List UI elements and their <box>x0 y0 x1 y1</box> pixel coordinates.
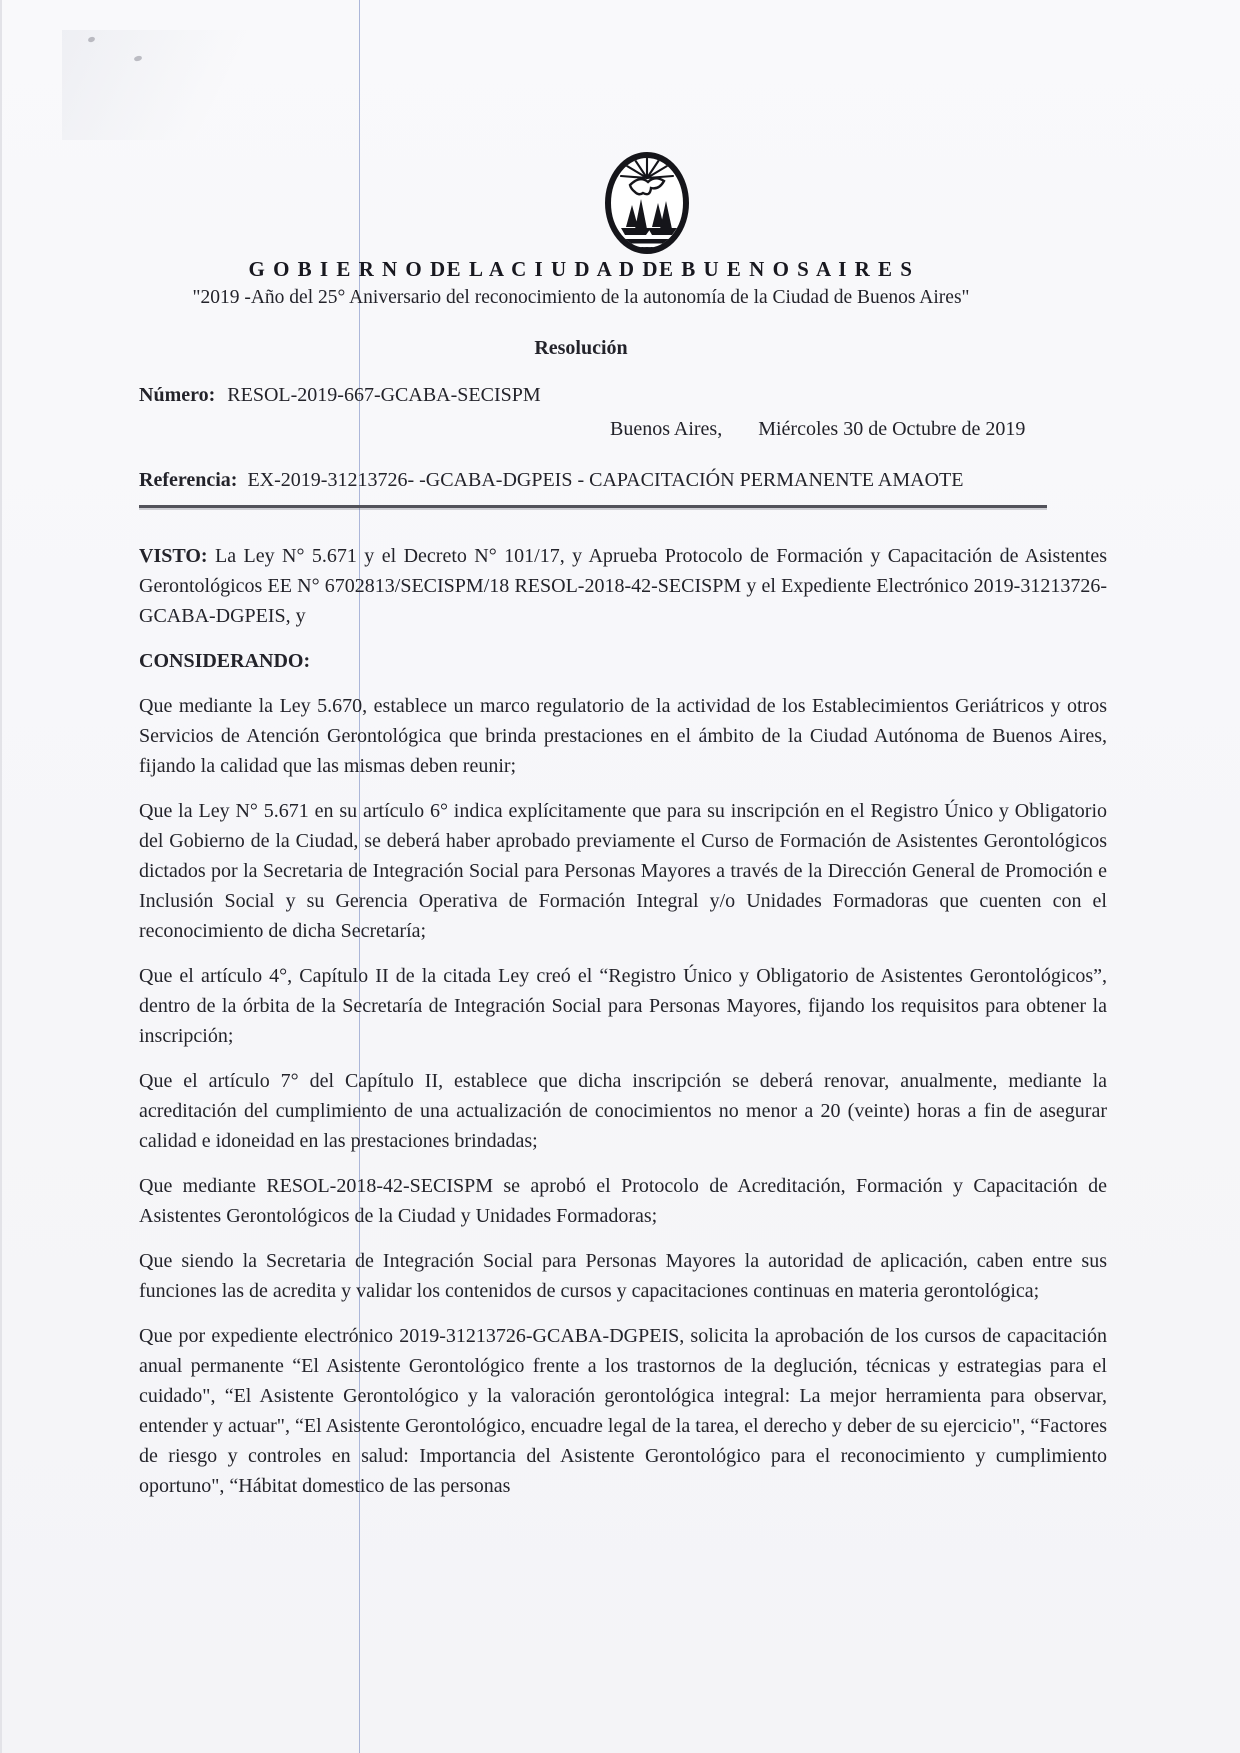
considerando-paragraphs <box>139 691 1107 1501</box>
resolution-body <box>139 541 1107 1516</box>
pencil-mark <box>87 36 95 43</box>
body-paragraph: Que mediante la Ley 5.670, establece un marco regulatorio de la actividad de los Establecimientos Geriátricos y otros Servicios de Atención Gerontológica que brinda prestaciones en el ámbito de la Ciudad Autónoma de Buenos Aires, fijando la calidad que las mismas deben reunir; <box>139 695 1107 777</box>
body-paragraph: Que la Ley N° 5.671 en su artículo 6° indica explícitamente que para su inscripción en el Registro Único y Obligatorio del Gobierno de la Ciudad, se deberá haber aprobado previamente el Curso de Formación de Asistentes Gerontológicos dictados por la Secretaria de Integración Social para Personas Mayores a través de la Dirección General de Promoción e Inclusión Social y su Gerencia Operativa de Formación Integral y/o Unidades Formadoras que cuenten con el reconocimiento de dicha Secretaría; <box>139 800 1107 942</box>
numero-value: RESOL-2019-667-GCABA-SECISPM <box>227 384 541 406</box>
referencia-label: Referencia: <box>139 469 238 491</box>
numero-label: Número: <box>139 384 216 406</box>
visto-text: La Ley N° 5.671 y el Decreto N° 101/17, y Aprueba Protocolo de Formación y Capacitación de Asistentes Gerontológicos EE N° 6702813/SECISPM/18 RESOL-2018-42-SECISPM y el Expediente Electrónico 2019-31213726-GCABA-DGPEIS, y <box>139 545 1107 627</box>
considerando-heading: CONSIDERANDO: <box>139 650 311 672</box>
date-line <box>139 418 1107 441</box>
separator-rule <box>139 505 1047 508</box>
government-title: G O B I E R N O DE L A C I U D A D DE B U E N O S A I R E S <box>248 257 914 281</box>
body-paragraph: Que mediante RESOL-2018-42-SECISPM se aprobó el Protocolo de Acreditación, Formación y Capacitación de Asistentes Gerontológicos de la Ciudad y Unidades Formadoras; <box>139 1175 1107 1227</box>
body-paragraph: Que el artículo 7° del Capítulo II, establece que dicha inscripción se deberá renovar, anualmente, mediante la acreditación del cumplimiento de una actualización de conocimientos no menor a 20 (veinte) horas a fin de asegurar calidad e idoneidad en las prestaciones brindadas; <box>139 1070 1107 1152</box>
referencia-value: EX-2019-31213726- -GCABA-DGPEIS - CAPACITACIÓN PERMANENTE AMAOTE <box>247 469 964 491</box>
resolution-number-line <box>139 384 541 407</box>
year-legend: "2019 -Año del 25° Aniversario del reconocimiento de la autonomía de la Ciudad de Buenos Aires" <box>192 287 970 308</box>
document-type-title: Resolución <box>534 337 628 359</box>
visto-label: VISTO: <box>139 545 208 567</box>
body-paragraph: Que siendo la Secretaria de Integración Social para Personas Mayores la autoridad de aplicación, caben entre sus funciones las de acredita y validar los contenidos de cursos y capacitaciones continuas en materia gerontológica; <box>139 1250 1107 1302</box>
body-paragraph: Que el artículo 4°, Capítulo II de la citada Ley creó el “Registro Único y Obligatorio de Asistentes Gerontológicos”, dentro de la órbita de la Secretaría de Integración Social para Personas Mayores, fijando los requisitos para obtener la inscripción; <box>139 965 1107 1047</box>
date-value: Miércoles 30 de Octubre de 2019 <box>758 418 1026 440</box>
reference-line <box>139 469 1107 492</box>
body-paragraph: Que por expediente electrónico 2019-31213726-GCABA-DGPEIS, solicita la aprobación de los cursos de capacitación anual permanente “El Asistente Gerontológico frente a los trastornos de la deglución, técnicas y estrategias para el cuidado", “El Asistente Gerontológico y la valoración gerontológica integral: La mejor herramienta para observar, entender y actuar", “El Asistente Gerontológico, encuadre legal de la tarea, el derecho y deber de su ejercicio", “Factores de riesgo y controles en salud: Importancia del Asistente Gerontológico para el reconocimiento y cumplimiento oportuno", “Hábitat domestico de las personas <box>139 1325 1107 1497</box>
visto-paragraph <box>139 541 1107 631</box>
city-label: Buenos Aires, <box>610 418 723 440</box>
buenos-aires-crest-logo <box>604 151 690 255</box>
scan-crease <box>62 30 322 140</box>
pencil-mark <box>133 55 142 62</box>
